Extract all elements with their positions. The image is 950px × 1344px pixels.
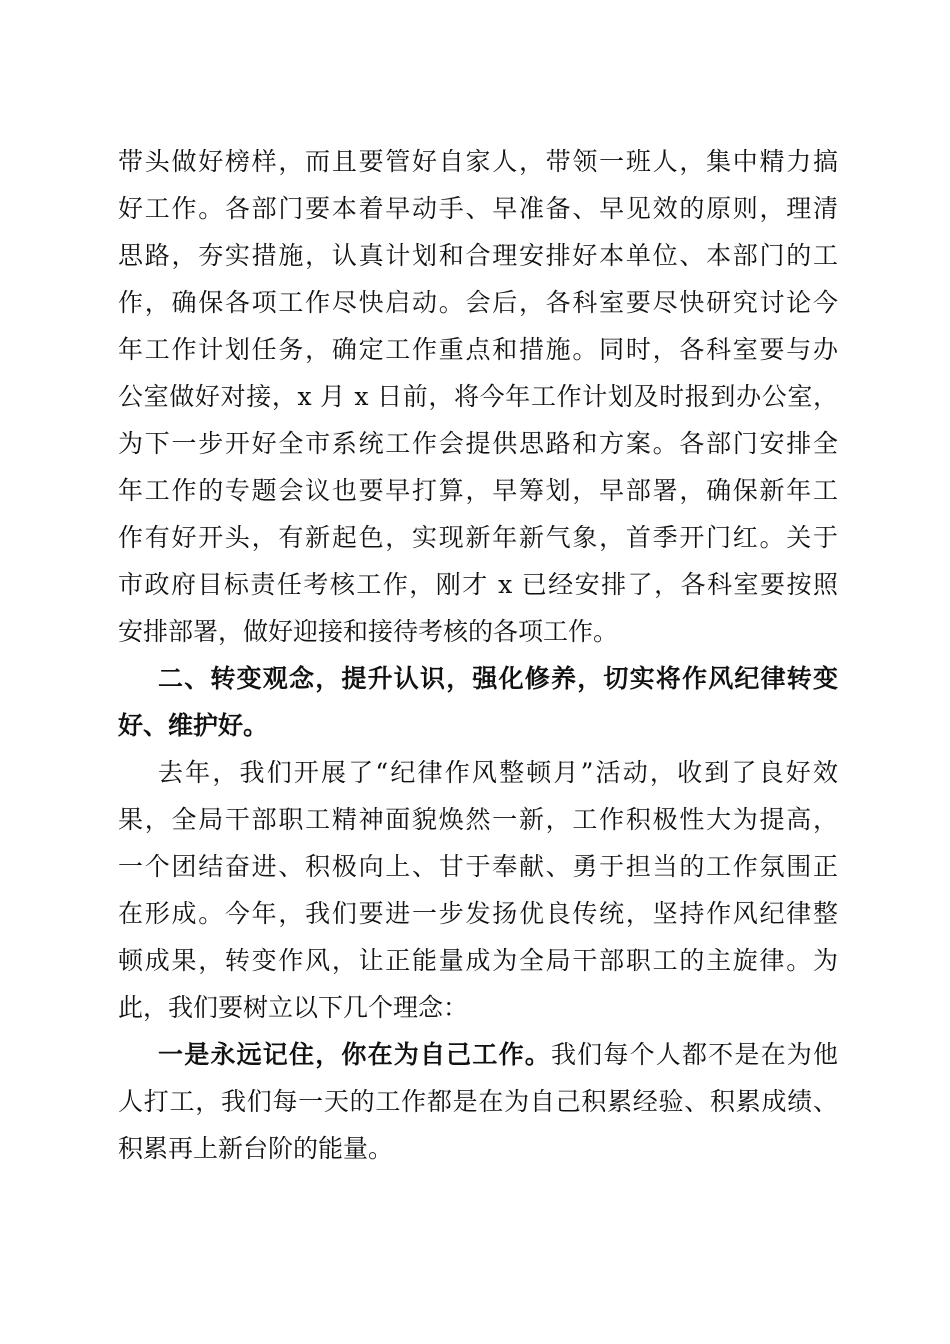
paragraph-3-line-3: 积累再上新台阶的能量。	[118, 1134, 394, 1163]
paragraph-1-line-6: 公室做好对接，x 月 x 日前，将今年工作计划及时报到办公室，	[118, 382, 838, 411]
paragraph-1-line-4: 作，确保各项工作尽快启动。会后，各科室要尽快研究讨论今	[118, 288, 838, 317]
paragraph-1-line-1: 带头做好榜样，而且要管好自家人，带领一班人，集中精力搞	[118, 147, 838, 176]
paragraph-2-line-5: 顿成果，转变作风，让正能量成为全局干部职工的主旋律。为	[118, 946, 838, 975]
paragraph-2-line-4: 在形成。今年，我们要进一步发扬优良传统，坚持作风纪律整	[118, 899, 838, 928]
paragraph-2-line-6: 此，我们要树立以下几个理念：	[118, 993, 469, 1022]
paragraph-1-line-5: 年工作计划任务，确定工作重点和措施。同时，各科室要与办	[118, 335, 838, 364]
paragraph-2-line-1: 去年，我们开展了“纪律作风整顿月”活动，收到了良好效	[158, 758, 838, 787]
paragraph-2-line-2: 果，全局干部职工精神面貌焕然一新，工作积极性大为提高，	[118, 805, 838, 834]
section-heading-2-line-2: 好、维护好。	[118, 711, 269, 740]
paragraph-1-line-11: 安排部署，做好迎接和接待考核的各项工作。	[118, 617, 619, 646]
paragraph-1-line-9: 作有好开头，有新起色，实现新年新气象，首季开门红。关于	[118, 523, 838, 552]
section-heading-2-line-1: 二、转变观念，提升认识，强化修养，切实将作风纪律转变	[158, 664, 838, 693]
paragraph-3-first-line-rest: 我们每个人都不是在为他	[550, 1040, 838, 1069]
paragraph-1-line-3: 思路，夯实措施，认真计划和合理安排好本单位、本部门的工	[118, 241, 838, 270]
paragraph-3-line-1	[158, 1032, 838, 1078]
paragraph-1-line-2: 好工作。各部门要本着早动手、早准备、早见效的原则，理清	[118, 194, 838, 223]
paragraph-2-line-3: 一个团结奋进、积极向上、甘于奉献、勇于担当的工作氛围正	[118, 852, 838, 881]
paragraph-1-line-7: 为下一步开好全市系统工作会提供思路和方案。各部门安排全	[118, 429, 838, 458]
paragraph-3-lead: 一是永远记住，你在为自己工作。	[158, 1040, 551, 1069]
paragraph-1-line-8: 年工作的专题会议也要早打算，早筹划，早部署，确保新年工	[118, 476, 838, 505]
paragraph-3-line-2: 人打工，我们每一天的工作都是在为自己积累经验、积累成绩、	[118, 1087, 838, 1116]
paragraph-1-line-10: 市政府目标责任考核工作，刚才 x 已经安排了，各科室要按照	[118, 570, 838, 599]
